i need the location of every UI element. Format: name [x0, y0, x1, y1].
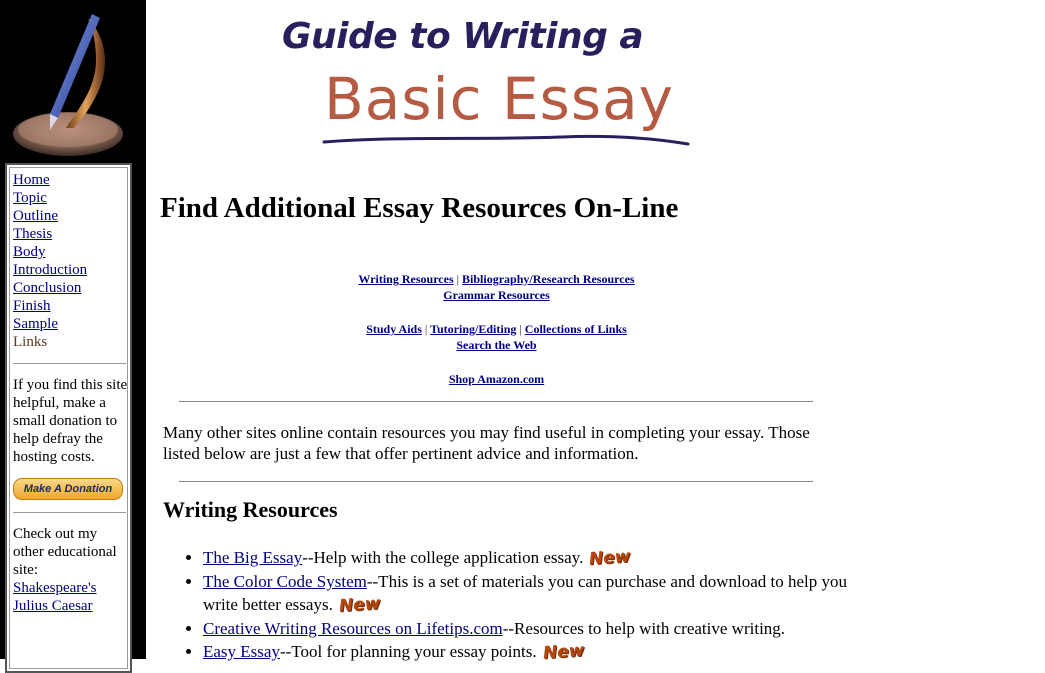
- nav-link-conclusion[interactable]: Conclusion: [13, 280, 82, 296]
- sidebar: [0, 0, 146, 659]
- donation-text: If you find this site helpful, make a small donation to help defray the hosting costs.: [13, 377, 128, 465]
- nav-link-introduction[interactable]: Introduction: [13, 262, 88, 278]
- site-nav: [13, 171, 130, 351]
- nav-link-body[interactable]: Body: [13, 244, 46, 260]
- quicklink-collections[interactable]: Collections of Links: [524, 322, 627, 336]
- quicklink-search-web[interactable]: Search the Web: [456, 338, 537, 352]
- resource-link[interactable]: Creative Writing Resources on Lifetips.com: [203, 619, 503, 638]
- nav-divider: [13, 363, 126, 364]
- banner-title: Basic Essay: [324, 65, 674, 133]
- nav-link-topic[interactable]: Topic: [13, 190, 47, 206]
- quicklink-grammar[interactable]: Grammar Resources: [443, 288, 550, 302]
- nav-link-home[interactable]: Home: [13, 172, 50, 188]
- donation-divider: [13, 512, 126, 513]
- new-badge: New: [338, 593, 381, 617]
- banner-subtitle: Guide to Writing a: [282, 16, 644, 57]
- resource-description: --Resources to help with creative writing.: [502, 619, 786, 638]
- quicklink-writing[interactable]: Writing Resources: [358, 272, 454, 286]
- nav-link-outline[interactable]: Outline: [13, 208, 58, 224]
- quicklink-separator: |: [424, 322, 428, 336]
- list-item: [203, 617, 883, 640]
- other-site-text: Check out my other educational site:: [13, 526, 117, 578]
- page-title: Find Additional Essay Resources On-Line: [160, 192, 679, 224]
- nav-link-thesis[interactable]: Thesis: [13, 226, 53, 242]
- quicklink-tutoring[interactable]: Tutoring/Editing: [430, 322, 517, 336]
- site-banner: [276, 10, 706, 155]
- resource-description: --Tool for planning your essay points.: [279, 642, 537, 661]
- quicklinks-row-3: [163, 371, 830, 387]
- nav-link-finish[interactable]: Finish: [13, 298, 51, 314]
- resource-description: --Help with the college application essay.: [302, 548, 584, 567]
- divider-bottom: [179, 481, 813, 482]
- quicklink-bibliography[interactable]: Bibliography/Research Resources: [462, 272, 635, 286]
- other-site-link[interactable]: Shakespeare's Julius Caesar: [13, 580, 97, 614]
- new-badge: New: [588, 546, 632, 570]
- resource-link[interactable]: The Color Code System: [203, 572, 367, 591]
- list-item: [203, 546, 883, 570]
- underline-swoosh-icon: [322, 132, 692, 148]
- pen-logo-icon: [0, 0, 146, 162]
- list-item: [203, 570, 883, 617]
- nav-panel: [5, 163, 132, 673]
- list-item: [203, 640, 883, 664]
- quicklinks-row-2: [163, 321, 830, 353]
- quicklink-separator: |: [519, 322, 522, 336]
- divider-top: [179, 401, 813, 402]
- nav-current-links: Links: [13, 334, 48, 350]
- donate-button[interactable]: Make A Donation: [13, 478, 123, 500]
- quicklink-shop-amazon[interactable]: Shop Amazon.com: [448, 372, 545, 386]
- quicklinks-row-1: [163, 271, 830, 303]
- quicklink-separator: |: [456, 272, 460, 286]
- resource-link[interactable]: Easy Essay: [203, 642, 280, 661]
- nav-link-sample[interactable]: Sample: [13, 316, 58, 332]
- new-badge: New: [541, 640, 585, 664]
- intro-paragraph: Many other sites online contain resources you may find useful in completing your essay. Those listed below are just a few that offer pertinent advice and information.: [163, 423, 810, 463]
- resource-description: --This is a set of materials you can purchase and download to help you write better essays.: [203, 572, 847, 614]
- resource-list: [163, 546, 883, 664]
- section-heading-writing: Writing Resources: [163, 497, 338, 522]
- resource-link[interactable]: The Big Essay: [203, 548, 303, 567]
- quicklink-study-aids[interactable]: Study Aids: [366, 322, 422, 336]
